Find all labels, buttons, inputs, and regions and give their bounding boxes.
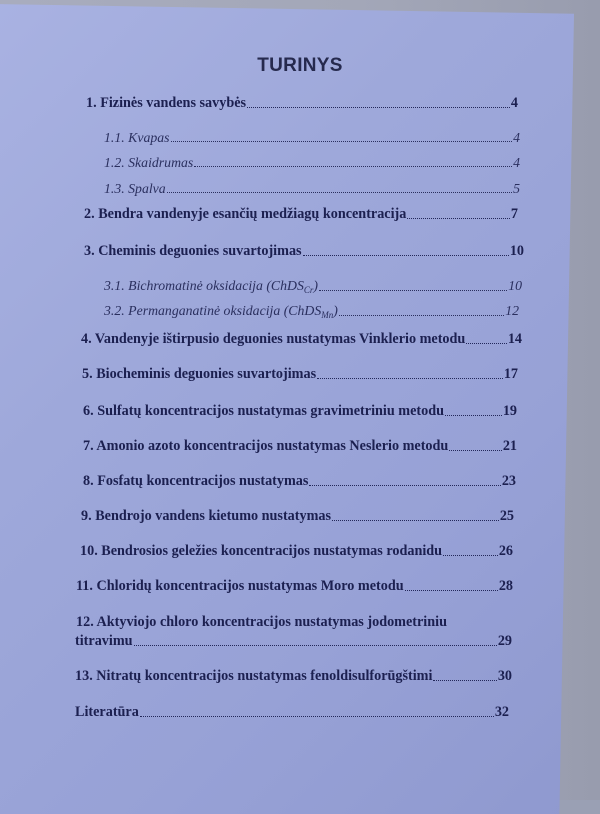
toc-entry — [75, 704, 509, 721]
toc-entry-label: 3.2. Permanganatinė oksidacija (ChDS$_{Mn}$) — [104, 303, 338, 320]
dot-leader — [171, 140, 513, 142]
dot-leader — [303, 254, 509, 256]
toc-entry — [84, 206, 518, 223]
toc-entry-label: 8. Fosfatų koncentracijos nustatymas — [83, 473, 309, 489]
dot-leader — [407, 217, 510, 219]
toc-entry — [83, 438, 517, 455]
toc-entry — [80, 543, 513, 560]
toc-page-number: 4 — [513, 155, 520, 170]
toc-entry — [82, 366, 518, 383]
toc-entry-label: 3. Cheminis deguonies suvartojimas — [84, 243, 302, 259]
toc-page-number: 25 — [499, 508, 514, 524]
toc-entry-label-line1: 12. Aktyviojo chloro koncentracijos nustatymas jodometriniu — [76, 614, 447, 630]
toc-entry-label: 13. Nitratų koncentracijos nustatymas fenoldisulforūgštimi — [75, 668, 433, 684]
subscript: Mn — [321, 310, 334, 320]
toc-entry-label: 1.3. Spalva — [104, 181, 166, 196]
toc-entry-label: 1.1. Kvapas — [104, 130, 170, 145]
toc-page-number: 4 — [513, 130, 520, 145]
toc-entry-label: 6. Sulfatų koncentracijos nustatymas gravimetriniu metodu — [83, 403, 444, 419]
toc-entry — [81, 508, 514, 525]
toc-entry — [86, 95, 518, 112]
toc-page-number: 30 — [497, 668, 512, 684]
toc-page-number: 4 — [510, 95, 518, 111]
toc-subentry — [104, 155, 520, 171]
toc-subentry — [104, 278, 522, 295]
toc-page-number: 29 — [497, 633, 512, 649]
dot-leader — [449, 449, 502, 451]
dot-leader — [167, 191, 512, 193]
dot-leader — [194, 165, 512, 167]
toc-entry-label: 1.2. Skaidrumas — [104, 155, 194, 170]
toc-entry-label: 7. Amonio azoto koncentracijos nustatymas Neslerio metodu — [83, 438, 449, 454]
toc-entry — [83, 473, 516, 490]
dot-leader — [466, 342, 507, 344]
toc-entry-label: Literatūra — [75, 704, 139, 720]
dot-leader — [247, 106, 510, 108]
toc-page-number: 26 — [498, 543, 513, 559]
dot-leader — [134, 644, 497, 646]
dot-leader — [445, 414, 502, 416]
dot-leader — [317, 377, 503, 379]
dot-leader — [405, 589, 498, 591]
dot-leader — [332, 519, 499, 521]
toc-entry — [76, 578, 513, 595]
toc-page-number: 7 — [510, 206, 518, 222]
dot-leader — [309, 484, 500, 486]
toc-entry-label: 10. Bendrosios geležies koncentracijos nustatymas rodanidu — [80, 543, 443, 559]
dot-leader — [140, 715, 494, 717]
toc-entry — [75, 633, 512, 650]
dot-leader — [443, 554, 498, 556]
toc-entry — [81, 331, 522, 348]
toc-subentry — [104, 181, 520, 197]
toc-entry-label: 9. Bendrojo vandens kietumo nustatymas — [81, 508, 332, 524]
toc-page-number: 17 — [503, 366, 518, 382]
toc-page-number: 19 — [502, 403, 517, 419]
toc-entry — [83, 403, 517, 420]
toc-entry-label: 4. Vandenyje ištirpusio deguonies nustatymas Vinklerio metodu — [81, 331, 466, 347]
toc-entry-label: 2. Bendra vandenyje esančių medžiagų koncentracija — [84, 206, 407, 222]
dot-leader — [319, 289, 507, 291]
dot-leader — [339, 314, 504, 316]
toc-entry — [84, 243, 524, 260]
toc-entry-label: titravimu — [75, 633, 133, 649]
toc-page-number: 28 — [498, 578, 513, 594]
toc-entry-label: 5. Biocheminis deguonies suvartojimas — [82, 366, 317, 382]
toc-page-number: 14 — [507, 331, 522, 347]
toc-entry-label: 3.1. Bichromatinė oksidacija (ChDS$_{Cr}$) — [104, 278, 319, 295]
subscript: Cr — [303, 285, 314, 295]
toc-page-number: 12 — [505, 303, 519, 318]
dot-leader — [433, 679, 496, 681]
toc-subentry — [104, 130, 520, 146]
toc-page-number: 5 — [513, 181, 520, 196]
page-title: TURINYS — [257, 55, 343, 76]
toc-page-number: 21 — [502, 438, 517, 454]
toc-page-number: 10 — [509, 243, 524, 259]
toc-page-number: 23 — [501, 473, 516, 489]
toc-page-number: 32 — [494, 704, 509, 720]
toc-entry-label: 1. Fizinės vandens savybės — [86, 95, 247, 111]
toc-entry-label: 11. Chloridų koncentracijos nustatymas Moro metodu — [76, 578, 404, 594]
toc-subentry — [104, 303, 519, 320]
toc-entry — [75, 668, 512, 685]
toc-page-number: 10 — [508, 278, 522, 293]
